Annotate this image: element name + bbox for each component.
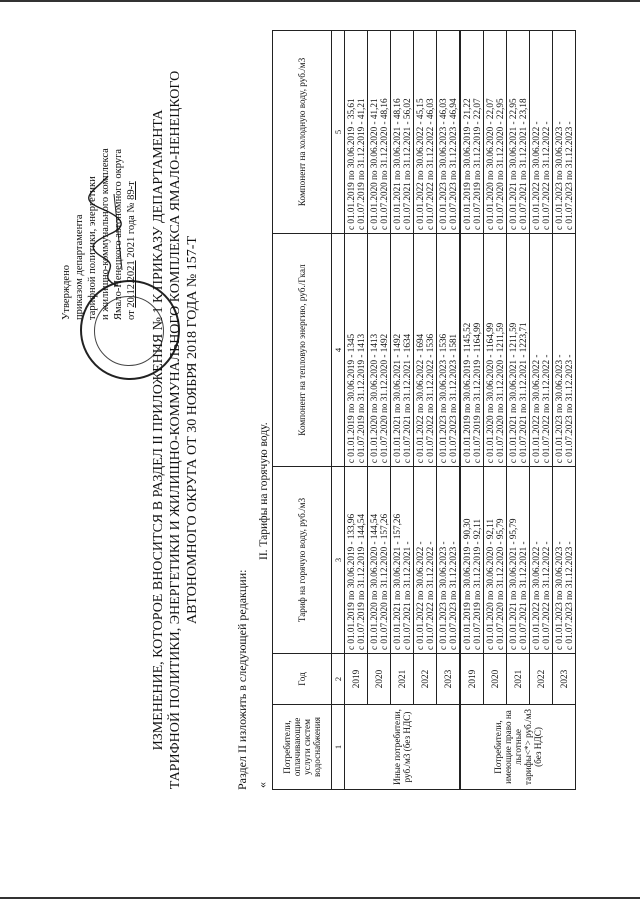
header-heat-component: Компонент на тепловую энергию, руб./Гкал <box>273 233 332 466</box>
tariff-period-line: с 01.01.2019 по 30.06.2019 - 133,96 <box>346 513 356 650</box>
approval-date-prefix: от <box>126 307 137 320</box>
cold-cell <box>414 31 437 234</box>
cold-cell <box>553 31 576 234</box>
cold-cell <box>507 31 530 234</box>
heat-period-line: с 01.07.2022 по 31.12.2022 - <box>541 354 551 464</box>
consumer-category: Потребители, имеющие право на льготные тарифы<*> руб./м3 (без НДС) <box>460 705 576 790</box>
heat-cell <box>553 233 576 466</box>
approval-line-3: тарифной политики, энергетики <box>87 176 98 320</box>
year-cell: 2019 <box>345 654 368 705</box>
heat-period-line: с 01.01.2023 по 30.06.2023 - 1536 <box>438 333 448 464</box>
tariff-cell <box>553 467 576 654</box>
heat-period-line: с 01.01.2019 по 30.06.2019 - 1345 <box>346 333 356 464</box>
approval-line-1: Утверждено <box>61 265 72 320</box>
table-row <box>368 31 391 790</box>
column-number: 3 <box>332 467 345 654</box>
heat-period-line: с 01.07.2022 по 31.12.2022 - 1536 <box>425 333 435 464</box>
heat-cell <box>437 233 461 466</box>
tariff-period-line: с 01.01.2022 по 30.06.2022 - <box>531 541 541 650</box>
tariff-period-line: с 01.01.2023 по 30.06.2023 - <box>554 541 564 650</box>
heat-cell <box>530 233 553 466</box>
table-row <box>437 31 461 790</box>
year-cell: 2023 <box>553 654 576 705</box>
approval-date: 20.12.2021 <box>126 260 137 308</box>
column-number: 4 <box>332 233 345 466</box>
heat-period-line: с 01.07.2023 по 31.12.2023 - 1581 <box>448 333 458 464</box>
approval-date-mid: 2021 года № <box>126 199 137 261</box>
cold-cell <box>530 31 553 234</box>
table-row <box>345 31 368 790</box>
cold-period-line: с 01.07.2021 по 31.12.2021 - 23,18 <box>518 98 528 230</box>
heat-period-line: с 01.07.2023 по 31.12.2023 - <box>564 354 574 464</box>
cold-period-line: с 01.01.2022 по 30.06.2022 - <box>531 121 541 230</box>
tariff-cell <box>345 467 368 654</box>
heat-period-line: с 01.07.2019 по 31.12.2019 - 1413 <box>356 333 366 464</box>
heat-period-line: с 01.07.2021 по 31.12.2021 - 1223,71 <box>518 322 528 464</box>
tariff-period-line: с 01.01.2021 по 30.06.2021 - 95,79 <box>508 518 518 650</box>
heat-cell <box>414 233 437 466</box>
column-number: 1 <box>332 705 345 790</box>
scan-edge-bottom <box>0 897 640 899</box>
tariff-period-line: с 01.07.2020 по 31.12.2020 - 157,26 <box>379 513 389 650</box>
cold-period-line: с 01.07.2019 по 31.12.2019 - 22,07 <box>472 98 482 230</box>
header-cold-water-component: Компонент на холодную воду, руб./м3 <box>273 31 332 234</box>
heat-period-line: с 01.01.2021 по 30.06.2021 - 1492 <box>392 333 402 464</box>
cold-period-line: с 01.01.2020 по 30.06.2020 - 22,07 <box>485 98 495 230</box>
tariff-cell <box>507 467 530 654</box>
cold-cell <box>391 31 414 234</box>
cold-period-line: с 01.01.2023 по 30.06.2023 - 46,03 <box>438 98 448 230</box>
tariff-period-line: с 01.01.2021 по 30.06.2021 - 157,26 <box>392 513 402 650</box>
cold-period-line: с 01.01.2019 по 30.06.2019 - 35,61 <box>346 98 356 230</box>
tariff-period-line: с 01.01.2023 по 30.06.2023 - <box>438 541 448 650</box>
table-row <box>484 31 507 790</box>
heat-cell <box>507 233 530 466</box>
cold-period-line: с 01.07.2019 по 31.12.2019 - 41,21 <box>356 98 366 230</box>
approval-block <box>60 40 138 320</box>
cold-period-line: с 01.01.2021 по 30.06.2021 - 22,95 <box>508 98 518 230</box>
tariff-period-line: с 01.01.2020 по 30.06.2020 - 92,11 <box>485 518 495 650</box>
heat-period-line: с 01.01.2022 по 30.06.2022 - <box>531 354 541 464</box>
heat-period-line: с 01.01.2021 по 30.06.2021 - 1211,59 <box>508 322 518 464</box>
cold-cell <box>345 31 368 234</box>
heat-period-line: с 01.07.2021 по 31.12.2021 - 1634 <box>402 333 412 464</box>
heat-period-line: с 01.01.2020 по 30.06.2020 - 1164,99 <box>485 322 495 464</box>
year-cell: 2020 <box>484 654 507 705</box>
tariff-period-line: с 01.07.2023 по 31.12.2023 - <box>448 541 458 650</box>
heat-period-line: с 01.01.2019 по 30.06.2019 - 1145,52 <box>462 322 472 464</box>
quote-mark: « <box>255 782 269 788</box>
table-row <box>553 31 576 790</box>
header-year: Год <box>273 654 332 705</box>
heat-period-line: с 01.07.2019 по 31.12.2019 - 1164,99 <box>472 322 482 464</box>
cold-period-line: с 01.01.2021 по 30.06.2021 - 48,16 <box>392 98 402 230</box>
cold-period-line: с 01.07.2020 по 31.12.2020 - 48,16 <box>379 98 389 230</box>
year-cell: 2023 <box>437 654 461 705</box>
tariff-period-line: с 01.07.2019 по 31.12.2019 - 92,11 <box>472 518 482 650</box>
approval-line-5: Ямало-Ненецкого автономного округа <box>113 148 124 320</box>
tariff-period-line: с 01.07.2021 по 31.12.2021 - <box>518 541 528 650</box>
tariff-period-line: с 01.07.2022 по 31.12.2022 - <box>425 541 435 650</box>
cold-period-line: с 01.07.2022 по 31.12.2022 - <box>541 121 551 230</box>
heat-cell <box>391 233 414 466</box>
cold-period-line: с 01.07.2020 по 31.12.2020 - 22,95 <box>495 98 505 230</box>
tariff-cell <box>460 467 484 654</box>
tariff-period-line: с 01.07.2023 по 31.12.2023 - <box>564 541 574 650</box>
rotated-document <box>10 20 620 850</box>
cold-cell <box>460 31 484 234</box>
year-cell: 2019 <box>460 654 484 705</box>
consumer-category: Иные потребители, руб./м3 (без НДС) <box>345 705 461 790</box>
heat-cell <box>368 233 391 466</box>
cold-period-line: с 01.07.2023 по 31.12.2023 - <box>564 121 574 230</box>
year-cell: 2022 <box>414 654 437 705</box>
column-number: 2 <box>332 654 345 705</box>
header-consumer: Потребители, оплачивающие услуги систем водоснабжения <box>273 705 332 790</box>
heat-period-line: с 01.07.2020 по 31.12.2020 - 1492 <box>379 333 389 464</box>
tariff-period-line: с 01.01.2022 по 30.06.2022 - <box>415 541 425 650</box>
cold-cell <box>484 31 507 234</box>
lead-text: Раздел II изложить в следующей редакции: <box>235 569 249 790</box>
tariff-period-line: с 01.01.2020 по 30.06.2020 - 144,54 <box>369 513 379 650</box>
tariff-period-line: с 01.01.2019 по 30.06.2019 - 90,30 <box>462 518 472 650</box>
column-number-row <box>332 31 345 790</box>
year-cell: 2021 <box>391 654 414 705</box>
tariff-period-line: с 01.07.2022 по 31.12.2022 - <box>541 541 551 650</box>
cold-cell <box>368 31 391 234</box>
year-cell: 2020 <box>368 654 391 705</box>
tariff-cell <box>368 467 391 654</box>
tariff-cell <box>484 467 507 654</box>
heat-period-line: с 01.07.2020 по 31.12.2020 - 1211,59 <box>495 322 505 464</box>
approval-line-6 <box>125 40 138 320</box>
tariff-table <box>272 30 576 790</box>
tariff-period-line: с 01.07.2019 по 31.12.2019 - 144,54 <box>356 513 366 650</box>
table-row <box>530 31 553 790</box>
approval-line-2: приказом департамента <box>74 214 85 320</box>
tariff-cell <box>414 467 437 654</box>
table-row <box>507 31 530 790</box>
tariff-cell <box>437 467 461 654</box>
approval-number: 89-т <box>126 181 137 200</box>
approval-line-4: и жилищно-коммунального комплекса <box>100 148 111 320</box>
cold-period-line: с 01.07.2021 по 31.12.2021 - 56,02 <box>402 98 412 230</box>
header-tariff: Тариф на горячую воду, руб./м3 <box>273 467 332 654</box>
tariff-period-line: с 01.07.2021 по 31.12.2021 - <box>402 541 412 650</box>
scan-edge-top <box>0 0 640 2</box>
table-row <box>414 31 437 790</box>
document-heading: ИЗМЕНЕНИЕ, КОТОРОЕ ВНОСИТСЯ В РАЗДЕЛ II ПРИЛОЖЕНИЯ № 1 К ПРИКАЗУ ДЕПАРТАМЕНТА ТАРИФНОЙ ПОЛИТИКИ, ЭНЕРГЕТИКИ И ЖИЛИЩНО-КОММУНАЛЬНОГО КОМПЛЕКСА ЯМАЛО-НЕНЕЦКОГО АВТОНОМНОГО ОКРУГА ОТ 30 НОЯБРЯ 2018 ГОДА № 157-Т <box>151 70 200 790</box>
heat-period-line: с 01.01.2022 по 30.06.2022 - 1694 <box>415 333 425 464</box>
cold-period-line: с 01.01.2023 по 30.06.2023 - <box>554 121 564 230</box>
cold-cell <box>437 31 461 234</box>
cold-period-line: с 01.07.2023 по 31.12.2023 - 46,94 <box>448 98 458 230</box>
heat-period-line: с 01.01.2020 по 30.06.2020 - 1413 <box>369 333 379 464</box>
heat-cell <box>460 233 484 466</box>
cold-period-line: с 01.01.2020 по 30.06.2020 - 41,21 <box>369 98 379 230</box>
tariff-period-line: с 01.07.2020 по 31.12.2020 - 95,79 <box>495 518 505 650</box>
heat-period-line: с 01.01.2023 по 30.06.2023 - <box>554 354 564 464</box>
cold-period-line: с 01.01.2022 по 30.06.2022 - 45,15 <box>415 98 425 230</box>
year-cell: 2022 <box>530 654 553 705</box>
tariff-cell <box>530 467 553 654</box>
table-row <box>391 31 414 790</box>
heat-cell <box>484 233 507 466</box>
table-row <box>460 31 484 790</box>
heat-cell <box>345 233 368 466</box>
tariff-cell <box>391 467 414 654</box>
section-title: II. Тарифы на горячую воду. <box>258 422 270 560</box>
year-cell: 2021 <box>507 654 530 705</box>
column-number: 5 <box>332 31 345 234</box>
cold-period-line: с 01.01.2019 по 30.06.2019 - 21,22 <box>462 98 472 230</box>
cold-period-line: с 01.07.2022 по 31.12.2022 - 46,03 <box>425 98 435 230</box>
